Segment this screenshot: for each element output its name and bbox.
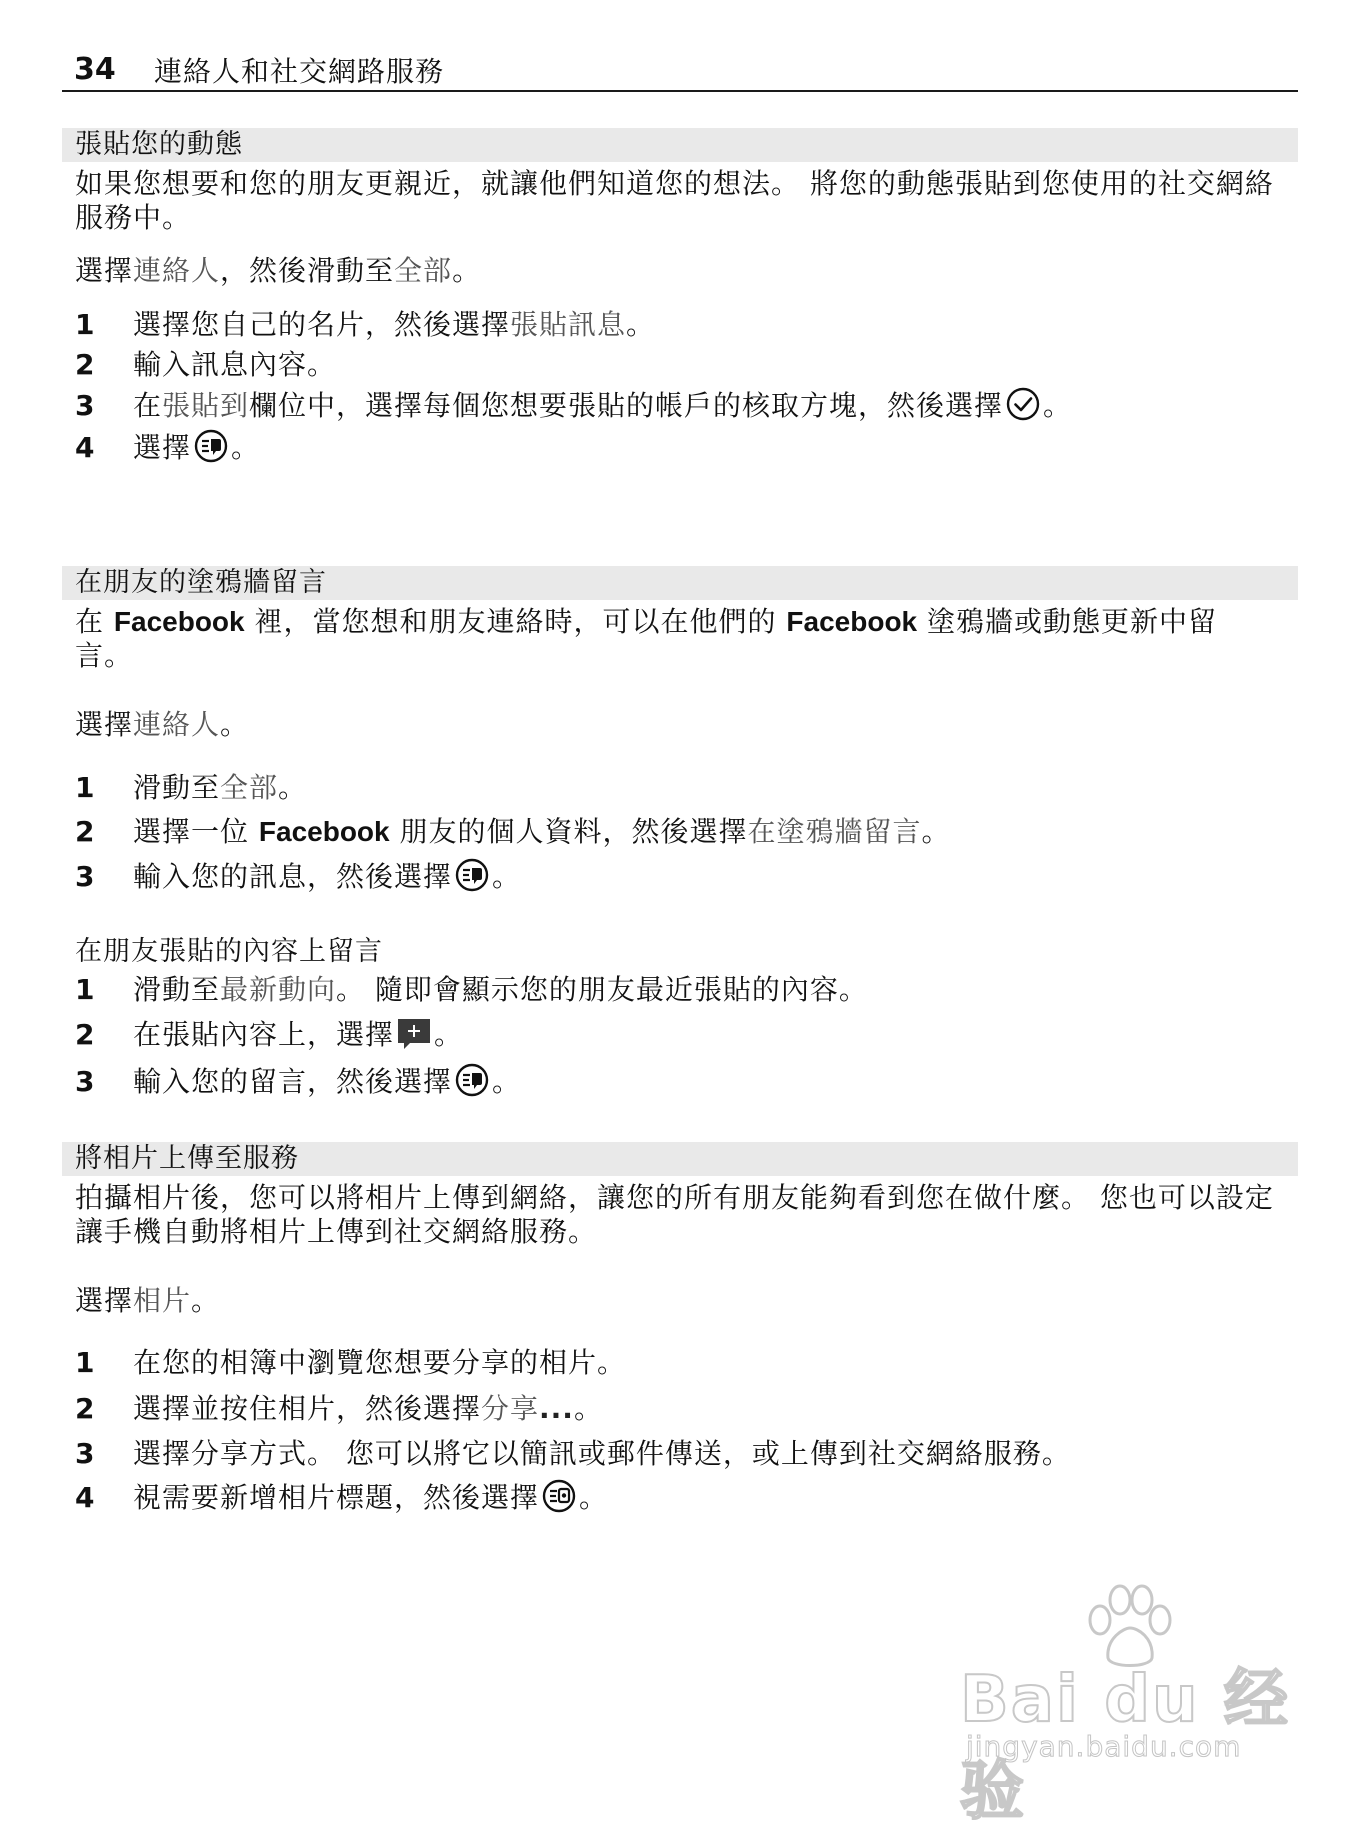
wall-post-select	[75, 708, 1275, 742]
text: 。 隨即會顯示您的朋友最近張貼的內容。	[336, 973, 868, 1006]
post-status-select	[75, 254, 1275, 288]
step-post-4	[75, 428, 1275, 468]
step-number: 1	[75, 1346, 96, 1379]
step-upload-3	[75, 1434, 1275, 1474]
step-upload-2	[75, 1389, 1275, 1429]
step-text	[133, 857, 521, 897]
ui-term-ellipsis: ...	[539, 1392, 574, 1425]
text: 輸入您的訊息，然後選擇	[133, 860, 453, 893]
watermark-url: jingyan.baidu.com	[966, 1730, 1242, 1763]
page-number: 34	[74, 52, 116, 87]
section-title-post-status: 張貼您的動態	[62, 128, 1298, 162]
step-text	[133, 305, 655, 345]
upload-photos-select	[75, 1284, 1275, 1318]
upload-photos-intro: 拍攝相片後，您可以將相片上傳到網絡，讓您的所有朋友能夠看到您在做什麼。 您也可以設定讓手機自動將相片上傳到社交網絡服務。	[75, 1181, 1274, 1248]
step-number: 4	[75, 1481, 96, 1514]
ui-term: 張貼訊息	[510, 308, 627, 341]
step-number: 2	[75, 348, 96, 381]
brand-facebook: Facebook	[786, 606, 918, 637]
step-wall-2	[75, 812, 1275, 852]
step-number: 1	[75, 771, 96, 804]
step-text	[133, 970, 868, 1010]
text: 選擇一位	[133, 815, 259, 848]
step-text	[133, 386, 1072, 426]
ui-term-all: 全部	[394, 254, 453, 287]
step-text: 選擇分享方式。 您可以將它以簡訊或郵件傳送，或上傳到社交網絡服務。	[133, 1437, 1071, 1470]
step-number: 1	[75, 973, 96, 1006]
step-comment-2	[75, 1015, 1275, 1055]
page-header	[62, 50, 1298, 92]
brand-facebook: Facebook	[258, 816, 390, 847]
send-icon	[454, 857, 490, 893]
text: 選擇	[75, 254, 134, 287]
step-text	[133, 768, 307, 808]
step-text	[133, 1015, 463, 1055]
text: 。	[434, 1018, 464, 1051]
text: 輸入您的留言，然後選擇	[133, 1065, 453, 1098]
text: ，然後滑動至	[220, 254, 395, 287]
brand-facebook: Facebook	[113, 606, 245, 637]
text: 在張貼內容上，選擇	[133, 1018, 395, 1051]
text: 。	[220, 708, 250, 741]
text: 選擇並按住相片，然後選擇	[133, 1392, 482, 1425]
step-upload-4	[75, 1478, 1275, 1518]
step-post-2	[75, 345, 1275, 385]
step-comment-1	[75, 970, 1275, 1010]
step-text	[133, 812, 951, 852]
step-text	[133, 1062, 521, 1102]
wall-post-intro	[75, 605, 1275, 673]
step-text	[133, 1478, 608, 1518]
text: 選擇	[75, 1284, 134, 1317]
text: 選擇您自己的名片，然後選擇	[133, 308, 511, 341]
step-number: 2	[75, 815, 96, 848]
add-comment-icon	[396, 1015, 432, 1051]
section-title-upload-photos: 將相片上傳至服務	[62, 1142, 1298, 1176]
text: 選擇	[133, 431, 192, 464]
step-post-1	[75, 305, 1275, 345]
step-wall-1	[75, 768, 1275, 808]
text: 選擇	[75, 708, 134, 741]
watermark-logo-text: Bai du 经验	[960, 1663, 1290, 1829]
step-number: 3	[75, 860, 96, 893]
step-post-3	[75, 386, 1275, 426]
ui-term: 全部	[220, 771, 279, 804]
send-icon	[454, 1062, 490, 1098]
section-title-wall-post: 在朋友的塗鴉牆留言	[62, 566, 1298, 600]
text: 。	[278, 771, 308, 804]
step-number: 3	[75, 1437, 96, 1470]
section-title-comment: 在朋友張貼的內容上留言	[75, 936, 383, 967]
text: 滑動至	[133, 771, 221, 804]
text: 在	[75, 605, 114, 638]
text: 。	[191, 1284, 221, 1317]
step-text: 輸入訊息內容。	[133, 348, 337, 381]
text: 。	[452, 254, 482, 287]
post-status-intro: 如果您想要和您的朋友更親近，就讓他們知道您的想法。 將您的動態張貼到您使用的社交網絡服務中。	[75, 167, 1274, 234]
text: 。	[492, 860, 522, 893]
text: 滑動至	[133, 973, 221, 1006]
step-number: 1	[75, 308, 96, 341]
step-number: 3	[75, 389, 96, 422]
step-number: 4	[75, 431, 96, 464]
ui-term: 最新動向	[220, 973, 337, 1006]
text: 。	[1043, 389, 1073, 422]
baidu-watermark	[960, 1580, 1290, 1829]
send-icon	[193, 428, 229, 464]
text: 欄位中，選擇每個您想要張貼的帳戶的核取方塊，然後選擇	[249, 389, 1004, 422]
step-number: 2	[75, 1018, 96, 1051]
step-number: 3	[75, 1065, 96, 1098]
ui-term-contacts: 連絡人	[133, 254, 221, 287]
text: 。	[573, 1392, 603, 1425]
checkmark-circle-icon	[1005, 386, 1041, 422]
step-comment-3	[75, 1062, 1275, 1102]
text: 視需要新增相片標題，然後選擇	[133, 1481, 540, 1514]
step-upload-1	[75, 1343, 1275, 1383]
text: 。	[921, 815, 951, 848]
step-wall-3	[75, 857, 1275, 897]
text: 在	[133, 389, 163, 422]
text: 。	[492, 1065, 522, 1098]
ui-term-photos: 相片	[133, 1284, 192, 1317]
ui-term-contacts: 連絡人	[133, 708, 221, 741]
ui-term: 在塗鴉牆留言	[747, 815, 922, 848]
text: 。	[626, 308, 656, 341]
chapter-title: 連絡人和社交網路服務	[154, 55, 445, 88]
text: 朋友的個人資料，然後選擇	[389, 815, 748, 848]
step-number: 2	[75, 1392, 96, 1425]
text: 塗鴉牆或動態更新中留言。	[75, 605, 1218, 672]
upload-send-icon	[541, 1478, 577, 1514]
ui-term: 分享	[481, 1392, 540, 1425]
text: 。	[579, 1481, 609, 1514]
step-text: 在您的相簿中瀏覽您想要分享的相片。	[133, 1346, 627, 1379]
step-text	[133, 428, 260, 468]
text: 。	[231, 431, 261, 464]
step-text	[133, 1389, 603, 1429]
text: 裡，當您想和朋友連絡時，可以在他們的	[244, 605, 787, 638]
ui-term: 張貼到	[162, 389, 250, 422]
